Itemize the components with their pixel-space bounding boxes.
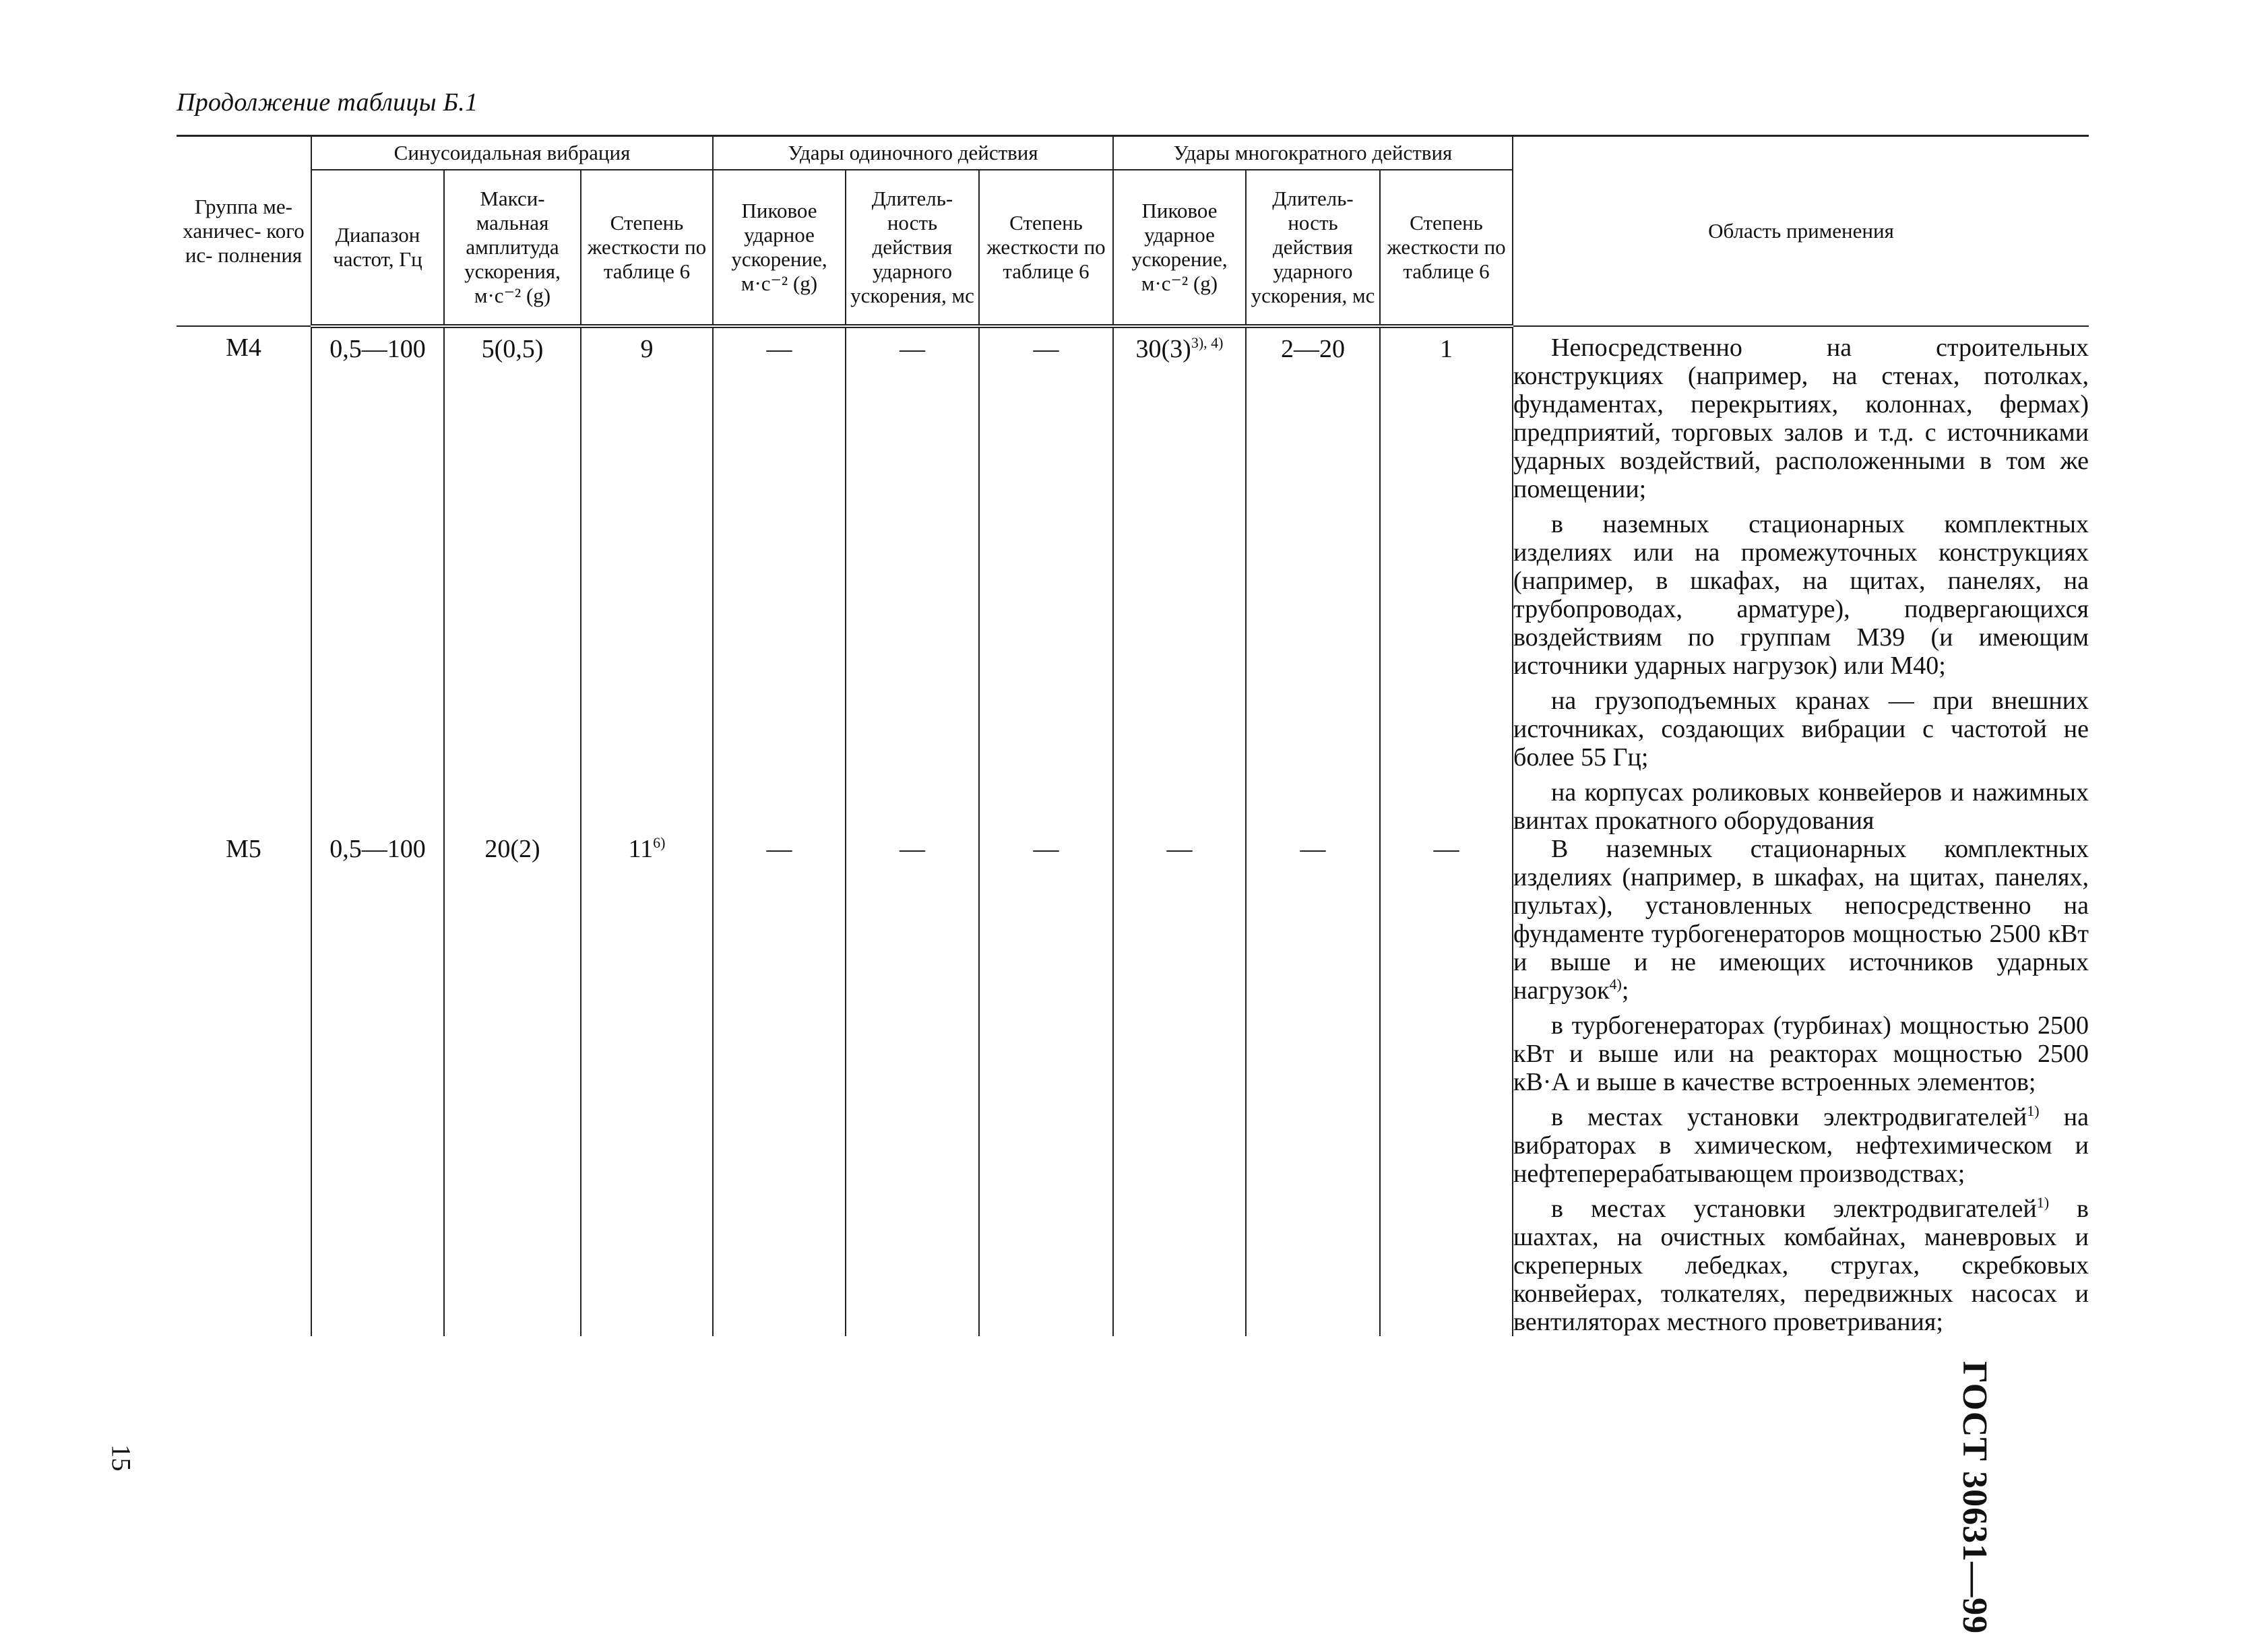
area-text: В наземных стационарных комплектных изделиях (например, в шкафах, на щитах, панелях, пультах), установленных непосредственно на фундаменте турбогенераторов мощностью 2500 кВт и выше и не имеющих источников ударных нагрузок (1513, 835, 2089, 1005)
header-single-peak-text: Пиковое ударное ускорение, (731, 199, 827, 271)
header-single-severity: Степень жесткости по таблице 6 (979, 170, 1113, 326)
cell-multi-peak-value: 30(3) (1135, 335, 1191, 363)
header-multi-severity: Степень жесткости по таблице 6 (1380, 170, 1513, 326)
footnote-ref: 6) (653, 834, 666, 851)
cell-multi-severity: — (1380, 835, 1513, 1336)
cell-single-peak: — (713, 835, 846, 1336)
cell-multi-severity: 1 (1380, 326, 1513, 835)
footnote-ref: 3), 4) (1191, 334, 1224, 351)
cell-sin-severity-value: 11 (628, 835, 654, 863)
header-max-accel-text: Макси- мальная амплитуда ускорения, (464, 187, 561, 283)
cell-multi-duration: 2—20 (1246, 326, 1380, 835)
cell-single-peak: — (713, 326, 846, 835)
cell-amp: 5(0,5) (444, 326, 581, 835)
cell-freq: 0,5—100 (311, 326, 444, 835)
cell-multi-peak: — (1113, 835, 1246, 1336)
vibration-table (177, 135, 2089, 1336)
area-paragraph (1513, 835, 2089, 1005)
cell-single-duration: — (846, 835, 979, 1336)
header-area: Область применения (1513, 136, 2089, 327)
cell-sin-severity (581, 835, 713, 1336)
header-sin-severity: Степень жесткости по таблице 6 (581, 170, 713, 326)
area-paragraph: в турбогенераторах (турбинах) мощностью 2500 кВт и выше или на реакторах мощностью 2500 кВ·А и выше в качестве встроенных элементов; (1513, 1011, 2089, 1096)
header-single-peak-unit: м·с⁻² (g) (741, 272, 818, 295)
area-text: в местах установки электродвигателей (1551, 1195, 2037, 1223)
cell-group: М5 (226, 835, 261, 863)
area-paragraph (1513, 1103, 2089, 1188)
cell-single-severity: — (979, 835, 1113, 1336)
header-row-groups (177, 136, 2089, 170)
area-text: в шахтах, на очистных комбайнах, маневровых и скреперных лебедках, стругах, скребковых конвейерах, толкателях, передвижных насосах и вентиляторах местного проветривания; (1513, 1195, 2089, 1336)
cell-single-severity: — (979, 326, 1113, 835)
header-single-peak (713, 170, 846, 326)
footnote-ref: 4) (1609, 976, 1622, 993)
header-single-duration: Длитель- ность действия ударного ускорения, мс (846, 170, 979, 326)
table-row-m4 (177, 326, 2089, 835)
header-single-shock: Удары одиночного действия (713, 136, 1113, 170)
page-number: 15 (106, 1444, 137, 1472)
header-multi-peak-text: Пиковое ударное ускорение, (1131, 199, 1228, 271)
cell-amp: 20(2) (444, 835, 581, 1336)
area-paragraph: на корпусах роликовых конвейеров и нажимных винтах прокатного оборудования (1513, 778, 2089, 835)
header-multi-duration: Длитель- ность действия ударного ускорения, мс (1246, 170, 1380, 326)
cell-single-duration: — (846, 326, 979, 835)
area-text: ; (1621, 976, 1629, 1005)
area-paragraph: в наземных стационарных комплектных изделиях или на промежуточных конструкциях (например, в шкафах, на щитах, панелях, на трубопроводах, арматуре), подвергающихся воздействиям по группам М39 (и имеющим источники ударных нагрузок) или М40; (1513, 510, 2089, 680)
footnote-ref: 1) (2027, 1102, 2040, 1119)
table-row-m5 (177, 835, 2089, 1336)
header-sin-vibration: Синусоидальная вибрация (311, 136, 713, 170)
cell-group: М4 (226, 334, 261, 362)
area-paragraph: на грузоподъемных кранах — при внешних источниках, создающих вибрации с частотой не более 55 Гц; (1513, 687, 2089, 772)
area-text: на вибраторах в химическом, нефтехимическом и нефтеперерабатывающем производствах; (1513, 1103, 2089, 1188)
cell-area-m5 (1513, 835, 2089, 1336)
area-text: в местах установки электродвигателей (1551, 1103, 2027, 1131)
cell-sin-severity: 9 (581, 326, 713, 835)
footnote-ref: 1) (2036, 1194, 2050, 1211)
area-paragraph (1513, 1195, 2089, 1336)
header-max-accel-unit: м·с⁻² (g) (474, 284, 551, 307)
header-multi-peak-unit: м·с⁻² (g) (1141, 272, 1218, 295)
header-freq-range: Диапазон частот, Гц (311, 170, 444, 326)
cell-area-m4 (1513, 326, 2089, 835)
header-multi-shock: Удары многократного действия (1113, 136, 1513, 170)
header-multi-peak (1113, 170, 1246, 326)
cell-multi-duration: — (1246, 835, 1380, 1336)
cell-freq: 0,5—100 (311, 835, 444, 1336)
cell-multi-peak (1113, 326, 1246, 835)
table-caption: Продолжение таблицы Б.1 (177, 88, 478, 117)
side-document-title: ГОСТ 30631—99 (1955, 1361, 1994, 1634)
header-group: Группа ме- ханичес- кого ис- полнения (177, 136, 311, 327)
header-max-accel (444, 170, 581, 326)
area-paragraph: Непосредственно на строительных конструкциях (например, на стенах, потолках, фундаментах, перекрытиях, колоннах, фермах) предприятий, торговых залов и т.д. с источниками ударных воздействий, расположенными в том же помещении; (1513, 334, 2089, 503)
